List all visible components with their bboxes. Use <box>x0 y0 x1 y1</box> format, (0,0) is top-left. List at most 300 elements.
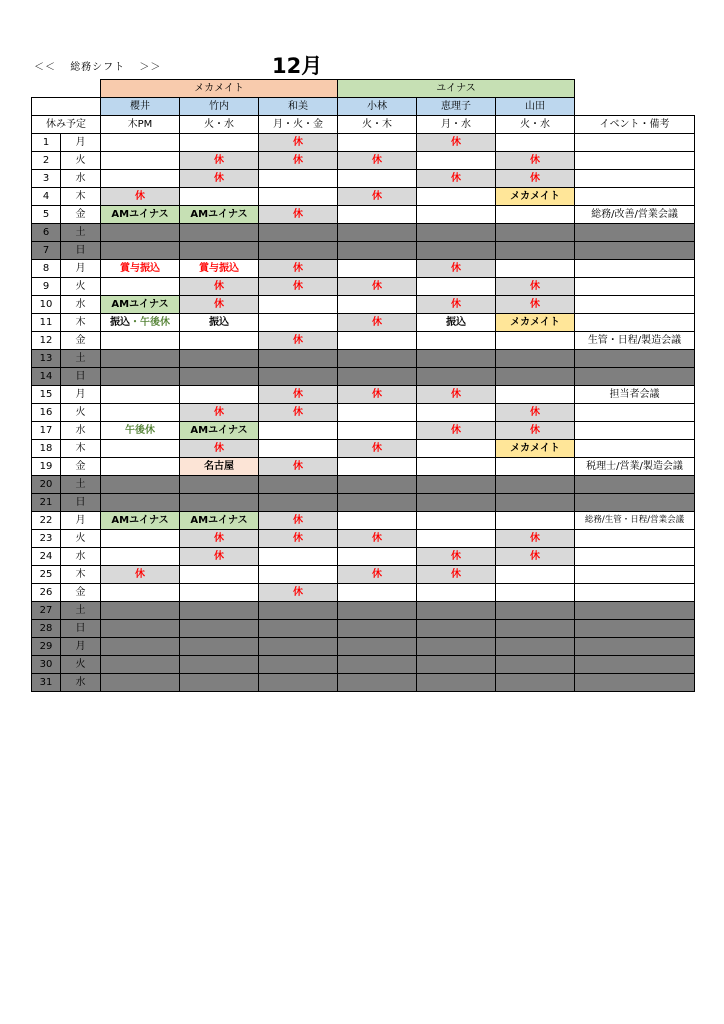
shift-cell-eriko[interactable] <box>417 152 496 170</box>
shift-cell-kobayashi[interactable] <box>338 242 417 260</box>
shift-cell-kazumi[interactable] <box>259 494 338 512</box>
event-cell[interactable] <box>575 152 695 170</box>
day-number: 16 <box>32 404 61 422</box>
shift-cell-eriko[interactable] <box>417 674 496 692</box>
shift-cell-takeuchi[interactable] <box>180 620 259 638</box>
day-number: 10 <box>32 296 61 314</box>
shift-cell-takeuchi[interactable] <box>180 638 259 656</box>
shift-cell-takeuchi[interactable] <box>180 332 259 350</box>
day-row <box>32 440 695 458</box>
shift-cell-kazumi[interactable] <box>259 422 338 440</box>
shift-cell-kobayashi[interactable] <box>338 368 417 386</box>
event-cell[interactable] <box>575 422 695 440</box>
shift-cell-kobayashi[interactable] <box>338 548 417 566</box>
shift-cell-takeuchi[interactable]: 休 <box>180 440 259 458</box>
day-row <box>32 386 695 404</box>
shift-cell-takeuchi[interactable]: 休 <box>180 548 259 566</box>
shift-cell-sakurai[interactable] <box>101 638 180 656</box>
shift-cell-takeuchi[interactable] <box>180 386 259 404</box>
shift-cell-takeuchi[interactable]: 休 <box>180 404 259 422</box>
day-number: 20 <box>32 476 61 494</box>
weekday: 火 <box>61 404 101 422</box>
shift-cell-kobayashi[interactable] <box>338 170 417 188</box>
shift-cell-kobayashi[interactable] <box>338 350 417 368</box>
shift-cell-kazumi[interactable]: 休 <box>259 530 338 548</box>
shift-cell-sakurai[interactable] <box>101 332 180 350</box>
shift-cell-yamada[interactable] <box>496 332 575 350</box>
shift-cell-sakurai[interactable]: AMユイナス <box>101 296 180 314</box>
weekday: 水 <box>61 296 101 314</box>
shift-cell-sakurai[interactable] <box>101 404 180 422</box>
group-header-row <box>32 80 695 98</box>
shift-cell-kobayashi[interactable] <box>338 224 417 242</box>
shift-cell-eriko[interactable]: 休 <box>417 386 496 404</box>
shift-cell-yamada[interactable] <box>496 368 575 386</box>
name-kobayashi: 小林 <box>338 98 417 116</box>
day-number: 1 <box>32 134 61 152</box>
day-row <box>32 602 695 620</box>
day-number: 9 <box>32 278 61 296</box>
shift-cell-kobayashi[interactable] <box>338 476 417 494</box>
day-row <box>32 296 695 314</box>
shift-cell-yamada[interactable] <box>496 476 575 494</box>
shift-cell-eriko[interactable] <box>417 620 496 638</box>
shift-cell-sakurai[interactable] <box>101 656 180 674</box>
shift-cell-takeuchi[interactable]: 賞与振込 <box>180 260 259 278</box>
shift-cell-sakurai[interactable] <box>101 584 180 602</box>
shift-cell-kazumi[interactable]: 休 <box>259 152 338 170</box>
shift-cell-eriko[interactable] <box>417 332 496 350</box>
shift-cell-kazumi[interactable] <box>259 566 338 584</box>
name-header-row <box>32 98 695 116</box>
event-cell[interactable] <box>575 638 695 656</box>
shift-cell-kazumi[interactable] <box>259 350 338 368</box>
group-mekameito: メカメイト <box>101 80 338 98</box>
shift-cell-yamada[interactable] <box>496 602 575 620</box>
day-number: 4 <box>32 188 61 206</box>
shift-cell-yamada[interactable] <box>496 512 575 530</box>
shift-cell-kazumi[interactable] <box>259 440 338 458</box>
day-row <box>32 332 695 350</box>
shift-cell-yamada[interactable]: 休 <box>496 530 575 548</box>
day-row <box>32 314 695 332</box>
event-cell[interactable] <box>575 188 695 206</box>
weekday: 日 <box>61 242 101 260</box>
shift-cell-sakurai[interactable]: 振込・午後休 <box>101 314 180 332</box>
shift-cell-kobayashi[interactable] <box>338 422 417 440</box>
shift-cell-takeuchi[interactable]: 休 <box>180 170 259 188</box>
day-number: 3 <box>32 170 61 188</box>
day-row <box>32 422 695 440</box>
name-takeuchi: 竹内 <box>180 98 259 116</box>
blank-corner <box>32 80 101 98</box>
shift-cell-yamada[interactable] <box>496 350 575 368</box>
shift-cell-yamada[interactable] <box>496 458 575 476</box>
day-row <box>32 134 695 152</box>
shift-cell-kobayashi[interactable] <box>338 134 417 152</box>
shift-cell-kobayashi[interactable]: 休 <box>338 314 417 332</box>
name-yamada: 山田 <box>496 98 575 116</box>
shift-cell-takeuchi[interactable]: AMユイナス <box>180 422 259 440</box>
shift-cell-sakurai[interactable] <box>101 152 180 170</box>
shift-cell-yamada[interactable]: メカメイト <box>496 314 575 332</box>
shift-cell-yamada[interactable] <box>496 656 575 674</box>
rest-plan-kobayashi: 火・木 <box>338 116 417 134</box>
shift-cell-yamada[interactable] <box>496 494 575 512</box>
event-cell[interactable] <box>575 656 695 674</box>
shift-cell-kazumi[interactable]: 休 <box>259 584 338 602</box>
day-row <box>32 350 695 368</box>
event-cell[interactable] <box>575 134 695 152</box>
weekday: 木 <box>61 566 101 584</box>
event-cell[interactable]: 税理士/営業/製造会議 <box>575 458 695 476</box>
event-cell[interactable] <box>575 242 695 260</box>
shift-cell-takeuchi[interactable] <box>180 476 259 494</box>
name-header-blank <box>32 98 101 116</box>
shift-cell-takeuchi[interactable] <box>180 494 259 512</box>
event-cell[interactable] <box>575 530 695 548</box>
shift-cell-kobayashi[interactable] <box>338 620 417 638</box>
weekday: 金 <box>61 584 101 602</box>
shift-cell-kobayashi[interactable] <box>338 332 417 350</box>
shift-cell-eriko[interactable] <box>417 458 496 476</box>
shift-cell-kobayashi[interactable] <box>338 494 417 512</box>
shift-cell-takeuchi[interactable]: 休 <box>180 278 259 296</box>
day-number: 25 <box>32 566 61 584</box>
shift-cell-takeuchi[interactable] <box>180 224 259 242</box>
weekday: 金 <box>61 458 101 476</box>
shift-cell-eriko[interactable]: 休 <box>417 548 496 566</box>
shift-cell-yamada[interactable] <box>496 674 575 692</box>
shift-cell-sakurai[interactable]: 賞与振込 <box>101 260 180 278</box>
shift-cell-kobayashi[interactable] <box>338 458 417 476</box>
weekday: 水 <box>61 548 101 566</box>
shift-cell-sakurai[interactable] <box>101 134 180 152</box>
shift-cell-kazumi[interactable] <box>259 674 338 692</box>
shift-cell-sakurai[interactable] <box>101 476 180 494</box>
event-cell[interactable] <box>575 170 695 188</box>
shift-cell-sakurai[interactable] <box>101 620 180 638</box>
shift-cell-kazumi[interactable] <box>259 296 338 314</box>
shift-cell-kazumi[interactable] <box>259 602 338 620</box>
day-number: 14 <box>32 368 61 386</box>
shift-cell-sakurai[interactable] <box>101 278 180 296</box>
day-number: 2 <box>32 152 61 170</box>
weekday: 月 <box>61 512 101 530</box>
shift-cell-takeuchi[interactable] <box>180 188 259 206</box>
month-title: 12月 <box>272 54 323 78</box>
shift-cell-kazumi[interactable] <box>259 656 338 674</box>
shift-cell-eriko[interactable] <box>417 584 496 602</box>
shift-cell-yamada[interactable] <box>496 566 575 584</box>
shift-cell-sakurai[interactable] <box>101 548 180 566</box>
shift-cell-yamada[interactable] <box>496 620 575 638</box>
day-number: 13 <box>32 350 61 368</box>
event-cell[interactable] <box>575 548 695 566</box>
weekday: 木 <box>61 440 101 458</box>
event-cell[interactable] <box>575 350 695 368</box>
weekday: 水 <box>61 422 101 440</box>
day-number: 19 <box>32 458 61 476</box>
day-row <box>32 404 695 422</box>
shift-cell-takeuchi[interactable]: AMユイナス <box>180 206 259 224</box>
shift-cell-kazumi[interactable]: 休 <box>259 332 338 350</box>
shift-cell-eriko[interactable] <box>417 404 496 422</box>
shift-cell-eriko[interactable]: 休 <box>417 134 496 152</box>
shift-cell-yamada[interactable]: 休 <box>496 278 575 296</box>
shift-cell-yamada[interactable]: メカメイト <box>496 188 575 206</box>
event-cell[interactable] <box>575 368 695 386</box>
shift-cell-takeuchi[interactable] <box>180 242 259 260</box>
day-number: 18 <box>32 440 61 458</box>
event-cell[interactable] <box>575 224 695 242</box>
day-number: 27 <box>32 602 61 620</box>
weekday: 水 <box>61 170 101 188</box>
shift-cell-takeuchi[interactable] <box>180 674 259 692</box>
day-row <box>32 260 695 278</box>
shift-cell-kazumi[interactable] <box>259 224 338 242</box>
day-row <box>32 188 695 206</box>
event-cell[interactable]: 総務/生管・日程/営業会議 <box>575 512 695 530</box>
shift-cell-sakurai[interactable]: 休 <box>101 566 180 584</box>
shift-cell-sakurai[interactable] <box>101 458 180 476</box>
shift-cell-sakurai[interactable] <box>101 350 180 368</box>
shift-cell-eriko[interactable]: 休 <box>417 260 496 278</box>
shift-cell-yamada[interactable]: 休 <box>496 548 575 566</box>
day-row <box>32 206 695 224</box>
shift-cell-kobayashi[interactable] <box>338 602 417 620</box>
shift-cell-kazumi[interactable] <box>259 620 338 638</box>
shift-cell-yamada[interactable]: 休 <box>496 404 575 422</box>
shift-cell-eriko[interactable] <box>417 602 496 620</box>
shift-cell-sakurai[interactable]: 休 <box>101 188 180 206</box>
shift-cell-eriko[interactable] <box>417 242 496 260</box>
weekday: 火 <box>61 278 101 296</box>
shift-cell-sakurai[interactable] <box>101 242 180 260</box>
day-row <box>32 638 695 656</box>
shift-cell-kazumi[interactable]: 休 <box>259 278 338 296</box>
weekday: 月 <box>61 260 101 278</box>
shift-cell-takeuchi[interactable]: 振込 <box>180 314 259 332</box>
event-cell[interactable]: 総務/改善/営業会議 <box>575 206 695 224</box>
event-cell[interactable] <box>575 584 695 602</box>
shift-cell-takeuchi[interactable] <box>180 656 259 674</box>
nav-title: 総務シフト <box>70 62 126 73</box>
shift-cell-sakurai[interactable] <box>101 224 180 242</box>
shift-cell-sakurai[interactable] <box>101 530 180 548</box>
day-row <box>32 152 695 170</box>
shift-cell-takeuchi[interactable] <box>180 368 259 386</box>
shift-cell-sakurai[interactable] <box>101 440 180 458</box>
shift-cell-yamada[interactable] <box>496 386 575 404</box>
event-cell[interactable] <box>575 476 695 494</box>
shift-cell-sakurai[interactable]: AMユイナス <box>101 206 180 224</box>
shift-cell-yamada[interactable]: 休 <box>496 152 575 170</box>
shift-cell-eriko[interactable] <box>417 206 496 224</box>
event-cell[interactable] <box>575 404 695 422</box>
shift-cell-yamada[interactable]: メカメイト <box>496 440 575 458</box>
event-cell[interactable] <box>575 602 695 620</box>
shift-cell-kazumi[interactable]: 休 <box>259 512 338 530</box>
shift-cell-kazumi[interactable]: 休 <box>259 458 338 476</box>
shift-cell-eriko[interactable] <box>417 512 496 530</box>
shift-cell-kobayashi[interactable] <box>338 638 417 656</box>
day-row <box>32 476 695 494</box>
shift-cell-eriko[interactable] <box>417 656 496 674</box>
shift-cell-kazumi[interactable] <box>259 170 338 188</box>
shift-cell-kazumi[interactable]: 休 <box>259 404 338 422</box>
day-row <box>32 458 695 476</box>
rest-plan-label: 休み予定 <box>32 116 101 134</box>
shift-cell-takeuchi[interactable] <box>180 602 259 620</box>
shift-cell-yamada[interactable] <box>496 260 575 278</box>
shift-cell-kobayashi[interactable] <box>338 404 417 422</box>
shift-cell-kazumi[interactable] <box>259 476 338 494</box>
shift-cell-kazumi[interactable]: 休 <box>259 260 338 278</box>
shift-cell-sakurai[interactable] <box>101 170 180 188</box>
shift-cell-takeuchi[interactable]: 休 <box>180 152 259 170</box>
shift-cell-eriko[interactable] <box>417 350 496 368</box>
shift-cell-yamada[interactable] <box>496 206 575 224</box>
name-eriko: 恵理子 <box>417 98 496 116</box>
shift-cell-kobayashi[interactable] <box>338 674 417 692</box>
event-cell[interactable]: 生管・日程/製造会議 <box>575 332 695 350</box>
name-sakurai: 櫻井 <box>101 98 180 116</box>
shift-cell-yamada[interactable]: 休 <box>496 422 575 440</box>
day-number: 24 <box>32 548 61 566</box>
shift-cell-kobayashi[interactable] <box>338 656 417 674</box>
prev-month-link[interactable]: ＜＜ <box>34 62 56 73</box>
shift-cell-takeuchi[interactable]: 名古屋 <box>180 458 259 476</box>
rest-plan-takeuchi: 火・水 <box>180 116 259 134</box>
shift-cell-eriko[interactable] <box>417 476 496 494</box>
shift-cell-takeuchi[interactable] <box>180 134 259 152</box>
shift-cell-eriko[interactable] <box>417 224 496 242</box>
shift-cell-eriko[interactable]: 休 <box>417 170 496 188</box>
shift-cell-yamada[interactable] <box>496 242 575 260</box>
shift-cell-sakurai[interactable]: AMユイナス <box>101 512 180 530</box>
day-number: 28 <box>32 620 61 638</box>
shift-cell-kobayashi[interactable]: 休 <box>338 530 417 548</box>
shift-cell-yamada[interactable] <box>496 584 575 602</box>
day-number: 12 <box>32 332 61 350</box>
rest-plan-row <box>32 116 695 134</box>
day-number: 30 <box>32 656 61 674</box>
day-number: 6 <box>32 224 61 242</box>
shift-cell-kobayashi[interactable]: 休 <box>338 566 417 584</box>
shift-cell-yamada[interactable] <box>496 134 575 152</box>
shift-cell-eriko[interactable] <box>417 494 496 512</box>
shift-cell-kobayashi[interactable]: 休 <box>338 386 417 404</box>
shift-cell-kobayashi[interactable] <box>338 584 417 602</box>
shift-cell-eriko[interactable]: 振込 <box>417 314 496 332</box>
shift-cell-eriko[interactable]: 休 <box>417 566 496 584</box>
shift-cell-kazumi[interactable] <box>259 314 338 332</box>
event-cell[interactable] <box>575 314 695 332</box>
shift-cell-sakurai[interactable] <box>101 494 180 512</box>
shift-cell-takeuchi[interactable]: AMユイナス <box>180 512 259 530</box>
event-cell[interactable] <box>575 278 695 296</box>
shift-cell-kobayashi[interactable]: 休 <box>338 188 417 206</box>
next-month-link[interactable]: ＞＞ <box>139 62 162 73</box>
group-yuinasu: ユイナス <box>338 80 575 98</box>
weekday: 土 <box>61 350 101 368</box>
blank-corner-right <box>575 80 695 98</box>
event-cell[interactable] <box>575 260 695 278</box>
event-cell[interactable] <box>575 674 695 692</box>
shift-cell-kazumi[interactable] <box>259 188 338 206</box>
shift-cell-kobayashi[interactable]: 休 <box>338 278 417 296</box>
shift-cell-yamada[interactable] <box>496 638 575 656</box>
event-cell[interactable] <box>575 566 695 584</box>
shift-cell-takeuchi[interactable]: 休 <box>180 530 259 548</box>
shift-cell-kobayashi[interactable]: 休 <box>338 440 417 458</box>
shift-cell-sakurai[interactable] <box>101 386 180 404</box>
shift-cell-takeuchi[interactable] <box>180 350 259 368</box>
shift-cell-kazumi[interactable] <box>259 548 338 566</box>
shift-cell-yamada[interactable] <box>496 224 575 242</box>
shift-cell-kobayashi[interactable] <box>338 512 417 530</box>
shift-cell-sakurai[interactable] <box>101 368 180 386</box>
day-row <box>32 566 695 584</box>
event-cell[interactable] <box>575 620 695 638</box>
shift-cell-kazumi[interactable]: 休 <box>259 206 338 224</box>
day-row <box>32 674 695 692</box>
shift-cell-yamada[interactable]: 休 <box>496 296 575 314</box>
weekday: 土 <box>61 602 101 620</box>
shift-cell-eriko[interactable] <box>417 638 496 656</box>
event-cell[interactable] <box>575 494 695 512</box>
rest-plan-sakurai: 木PM <box>101 116 180 134</box>
shift-cell-kazumi[interactable]: 休 <box>259 386 338 404</box>
shift-cell-takeuchi[interactable] <box>180 566 259 584</box>
event-cell[interactable]: 担当者会議 <box>575 386 695 404</box>
shift-cell-eriko[interactable]: 休 <box>417 422 496 440</box>
weekday: 火 <box>61 530 101 548</box>
shift-cell-kobayashi[interactable] <box>338 296 417 314</box>
shift-cell-eriko[interactable] <box>417 368 496 386</box>
shift-cell-eriko[interactable] <box>417 278 496 296</box>
shift-cell-takeuchi[interactable] <box>180 584 259 602</box>
shift-cell-kazumi[interactable] <box>259 638 338 656</box>
weekday: 木 <box>61 188 101 206</box>
shift-nav <box>34 58 161 73</box>
weekday: 日 <box>61 620 101 638</box>
day-row <box>32 512 695 530</box>
shift-cell-eriko[interactable] <box>417 440 496 458</box>
shift-cell-eriko[interactable]: 休 <box>417 296 496 314</box>
shift-cell-kazumi[interactable]: 休 <box>259 134 338 152</box>
shift-cell-kazumi[interactable] <box>259 368 338 386</box>
shift-cell-yamada[interactable]: 休 <box>496 170 575 188</box>
shift-cell-kobayashi[interactable]: 休 <box>338 152 417 170</box>
weekday: 火 <box>61 152 101 170</box>
shift-cell-sakurai[interactable] <box>101 674 180 692</box>
shift-cell-kobayashi[interactable] <box>338 206 417 224</box>
shift-cell-takeuchi[interactable]: 休 <box>180 296 259 314</box>
shift-cell-kazumi[interactable] <box>259 242 338 260</box>
day-row <box>32 224 695 242</box>
event-cell[interactable] <box>575 296 695 314</box>
shift-cell-sakurai[interactable]: 午後休 <box>101 422 180 440</box>
shift-cell-sakurai[interactable] <box>101 602 180 620</box>
weekday: 月 <box>61 134 101 152</box>
shift-cell-eriko[interactable] <box>417 530 496 548</box>
event-header: イベント・備考 <box>575 116 695 134</box>
event-cell[interactable] <box>575 440 695 458</box>
shift-cell-kobayashi[interactable] <box>338 260 417 278</box>
shift-cell-eriko[interactable] <box>417 188 496 206</box>
